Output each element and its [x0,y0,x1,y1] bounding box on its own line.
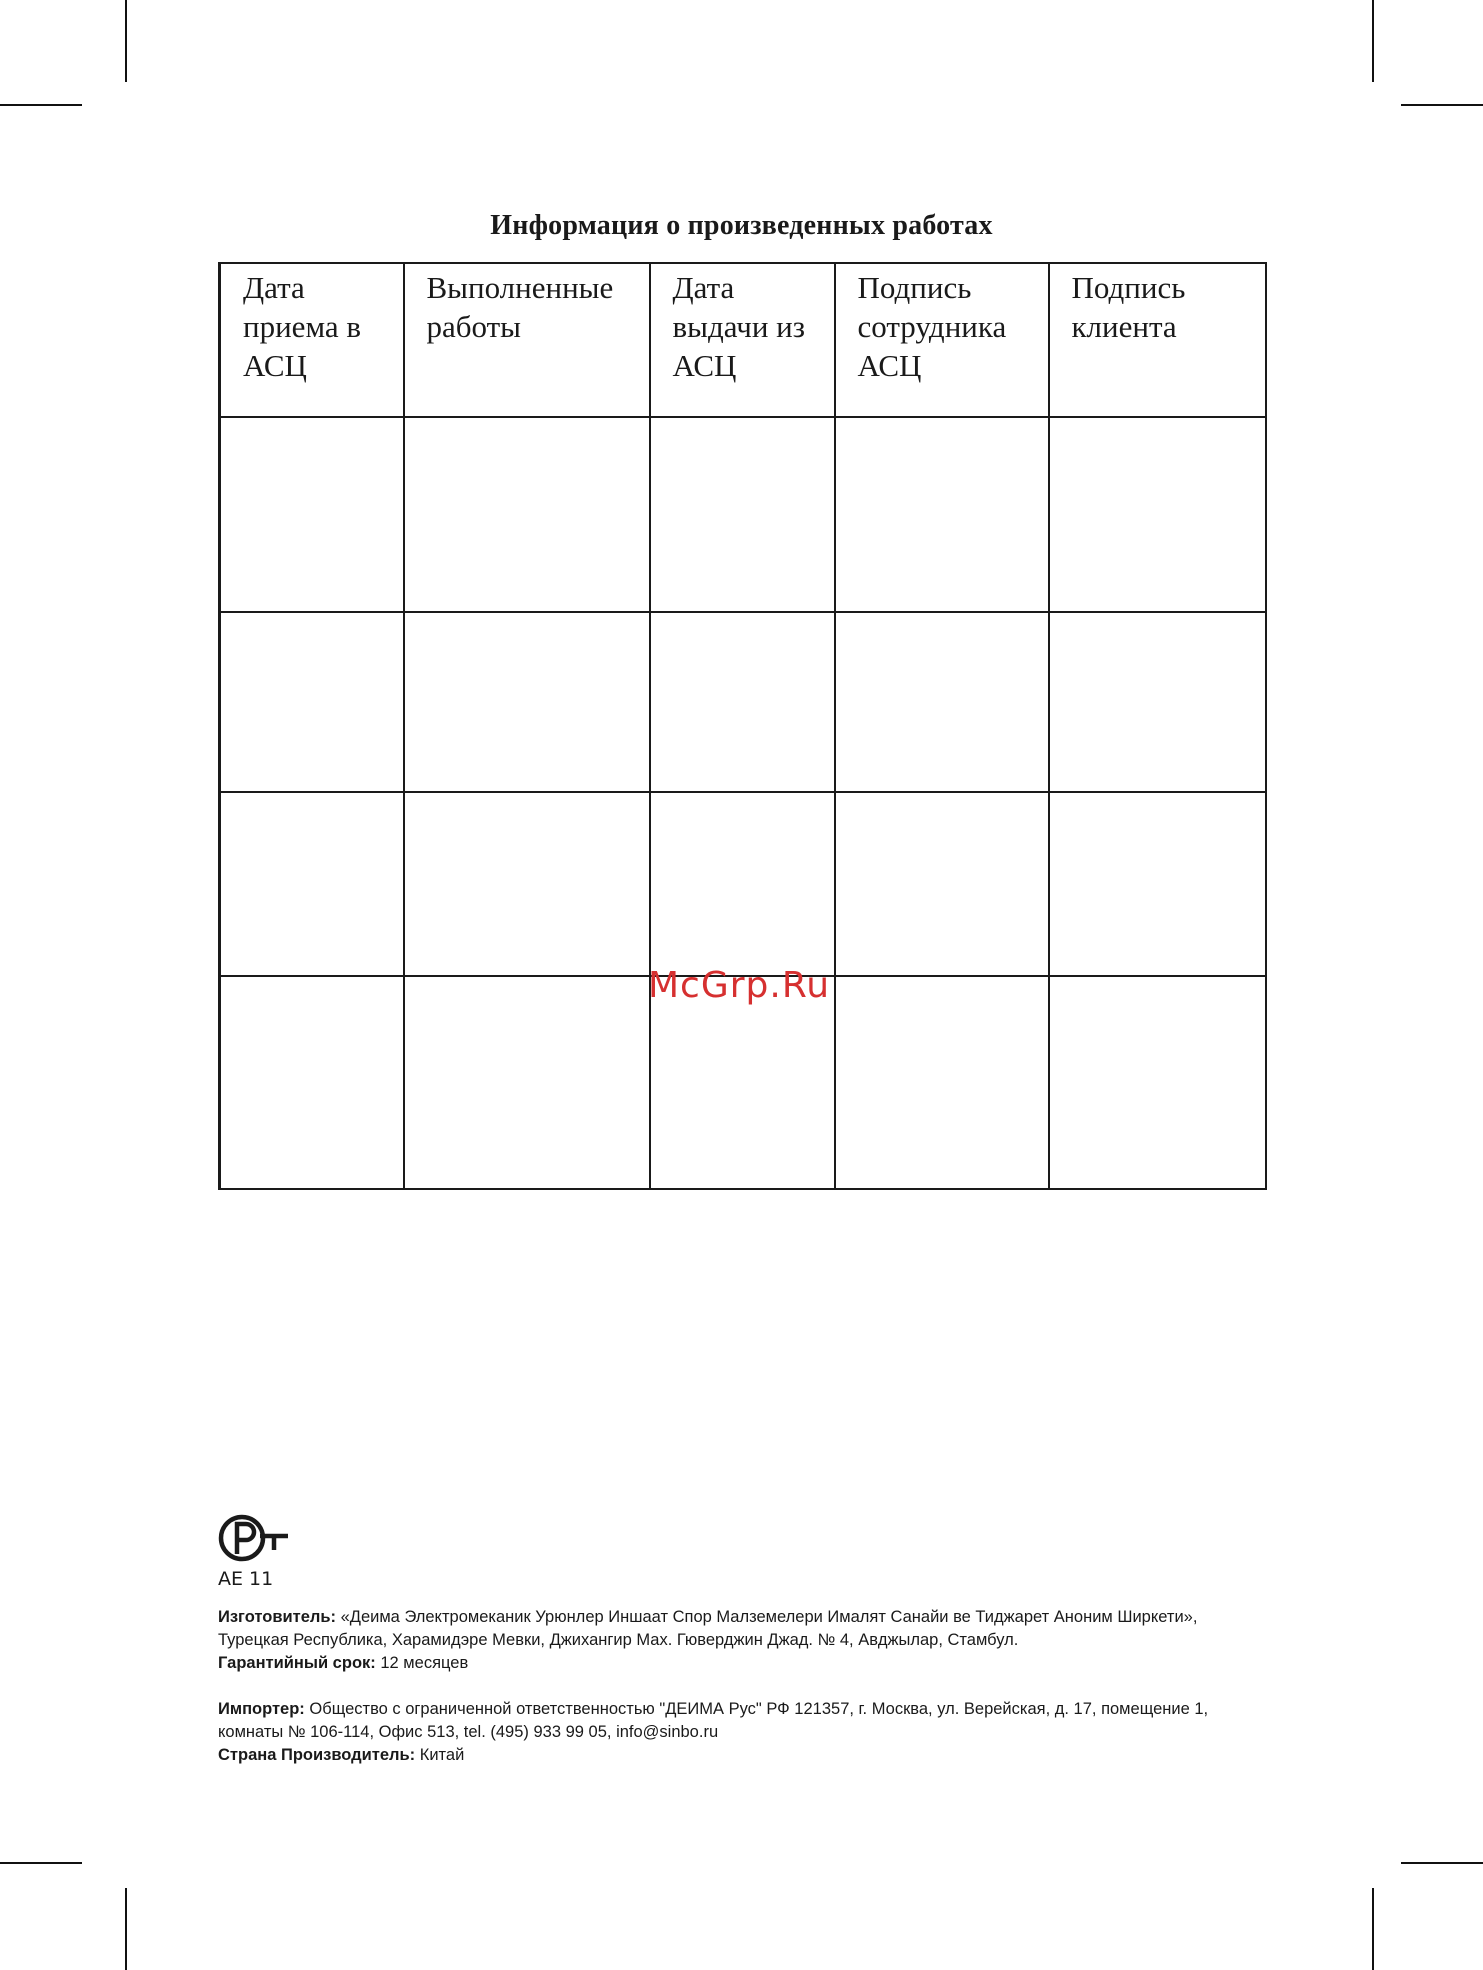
table-row [220,792,1266,976]
table-cell[interactable] [220,417,404,612]
warranty-line [218,1652,1268,1675]
crop-mark-bottom-left-vertical [125,1888,127,1970]
country-label: Страна Производитель: [218,1746,416,1764]
footer-info [218,1606,1268,1767]
table-row [220,976,1266,1189]
table-cell[interactable] [1049,417,1266,612]
table-cell[interactable] [1049,612,1266,792]
crop-mark-top-left-horizontal [0,104,82,106]
table-row [220,612,1266,792]
table-cell[interactable] [404,792,650,976]
table-row [220,417,1266,612]
table-cell[interactable] [835,417,1049,612]
table-cell[interactable] [404,976,650,1189]
table-cell[interactable] [650,612,835,792]
table-cell[interactable] [220,612,404,792]
table-header-row [220,263,1266,417]
importer-line [218,1698,1268,1744]
header-date-received: Дата приема в АСЦ [220,263,404,417]
table-cell[interactable] [1049,976,1266,1189]
country-text: Китай [419,1746,465,1764]
table-cell[interactable] [650,976,835,1189]
table-cell[interactable] [835,792,1049,976]
table-cell[interactable] [220,792,404,976]
table-cell[interactable] [404,417,650,612]
work-log-table [218,262,1267,1190]
manufacturer-text: «Деима Электромеканик Урюнлер Иншаат Спор Малземелери Ималят Санайи ве Тиджарет Аноним Ширкети», Турецкая Республика, Харамидэре Мевки, Джихангир Мах. Гюверджин Джад. № 4, Авджылар, Стамбул. [218,1608,1198,1649]
manufacturer-label: Изготовитель: [218,1608,336,1626]
table-cell[interactable] [1049,792,1266,976]
warranty-label: Гарантийный срок: [218,1654,376,1672]
header-date-issued: Дата выдачи из АСЦ [650,263,835,417]
crop-mark-top-right-vertical [1372,0,1374,82]
importer-label: Импортер: [218,1700,305,1718]
crop-mark-top-left-vertical [125,0,127,82]
table-cell[interactable] [650,792,835,976]
header-client-signature: Подпись клиента [1049,263,1266,417]
importer-text: Общество с ограниченной ответственностью "ДЕИМА Рус" РФ 121357, г. Москва, ул. Верейская, д. 17, помещение 1, комнаты № 106-114, Офис 513, tel. (495) 933 99 05, info@sinbo.ru [218,1700,1209,1741]
table-cell[interactable] [650,417,835,612]
pct-certification-icon [216,1510,292,1571]
table-cell[interactable] [404,612,650,792]
crop-mark-bottom-left-horizontal [0,1862,82,1864]
manufacturer-line [218,1606,1268,1652]
crop-mark-bottom-right-horizontal [1401,1862,1483,1864]
country-line [218,1744,1268,1767]
header-employee-signature: Подпись сотрудника АСЦ [835,263,1049,417]
crop-mark-bottom-right-vertical [1372,1888,1374,1970]
header-work-done: Выполненные работы [404,263,650,417]
crop-mark-top-right-horizontal [1401,104,1483,106]
table-cell[interactable] [835,976,1049,1189]
certification-code: AE 11 [218,1568,274,1590]
warranty-text: 12 месяцев [380,1654,469,1672]
table-cell[interactable] [220,976,404,1189]
page-title: Информация о произведенных работах [490,210,993,241]
watermark: McGrp.Ru [648,965,831,1006]
table-cell[interactable] [835,612,1049,792]
